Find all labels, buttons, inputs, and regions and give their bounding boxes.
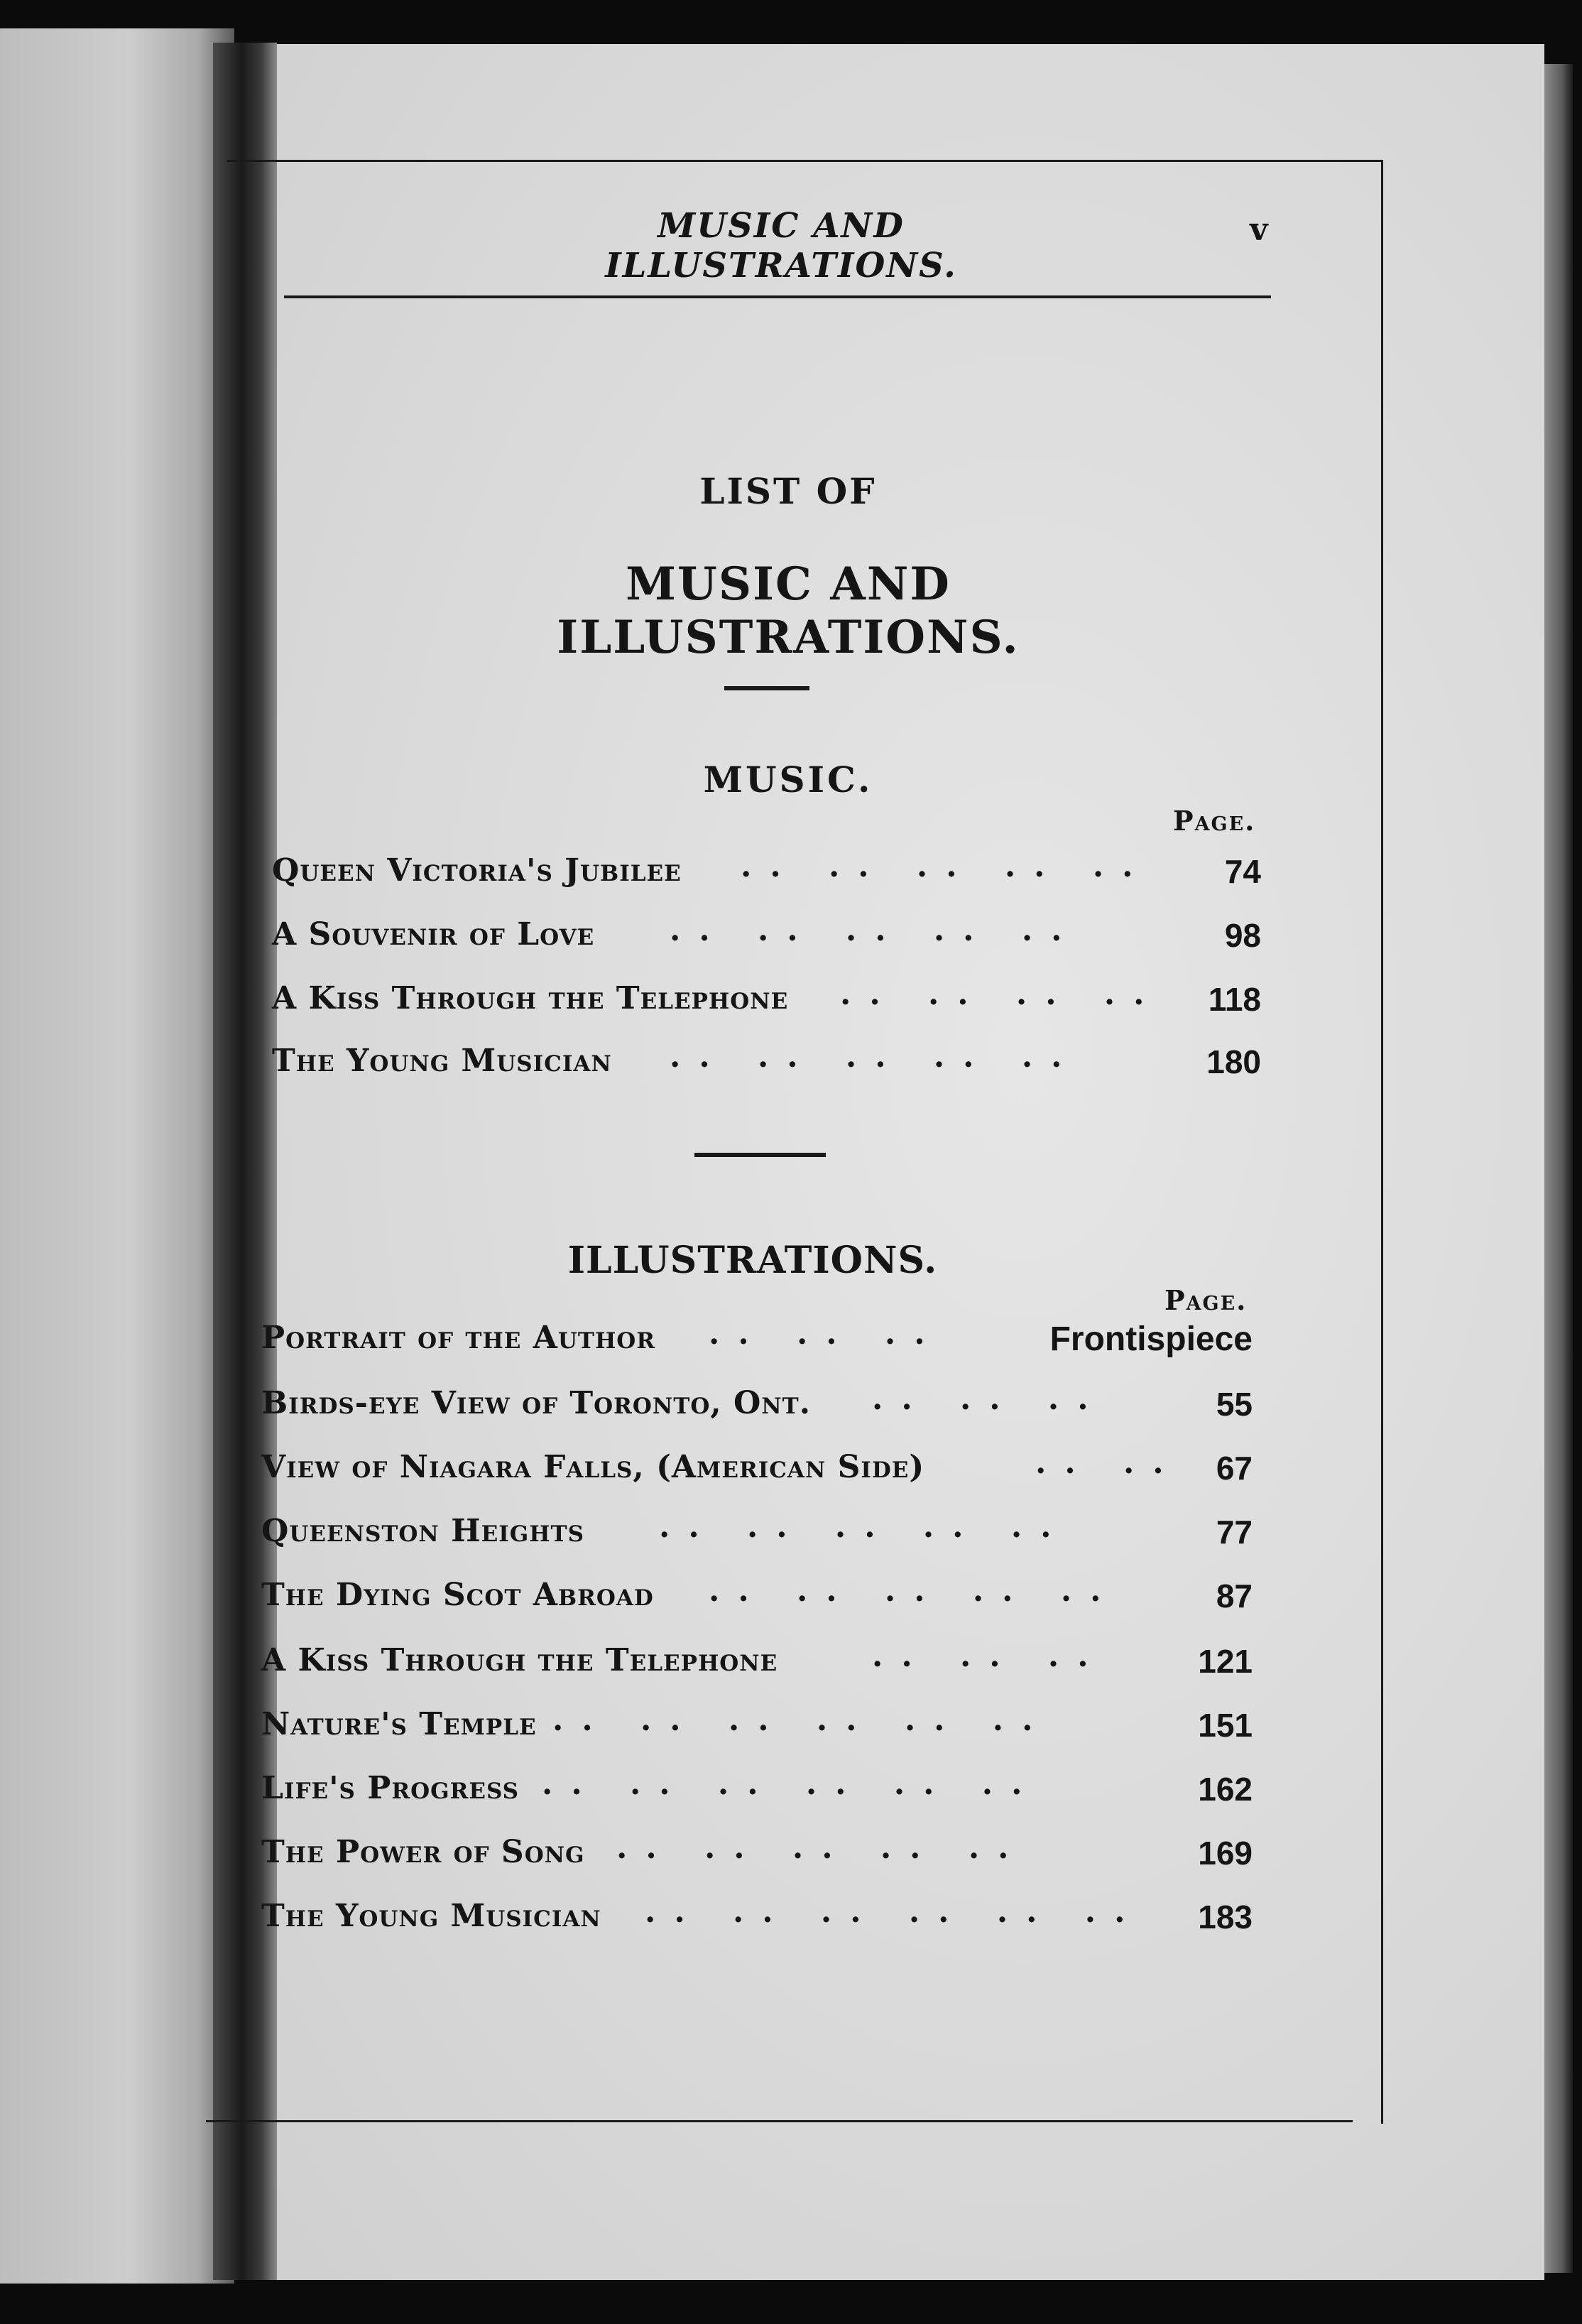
entry-title: The Power of Song bbox=[261, 1834, 585, 1870]
entry-page: 162 bbox=[1198, 1771, 1253, 1808]
section-rule bbox=[694, 1153, 826, 1157]
music-entry bbox=[272, 976, 1261, 1030]
entry-title: View of Niagara Falls, (American Side) bbox=[261, 1449, 925, 1485]
dot-leader: .. .. .. .. .. bbox=[709, 1573, 1120, 1609]
title-line-2: MUSIC AND ILLUSTRATIONS. bbox=[557, 558, 1020, 664]
illustrations-page-label: Page. bbox=[1164, 1284, 1248, 1316]
music-entry bbox=[272, 848, 1261, 902]
entry-page: 151 bbox=[1198, 1707, 1253, 1744]
dot-leader: .. .. .. .. .. .. bbox=[542, 1766, 1041, 1802]
entry-title: The Young Musician bbox=[272, 1043, 612, 1079]
entry-page: 180 bbox=[1206, 1043, 1261, 1080]
illustration-entry bbox=[261, 1381, 1253, 1435]
entry-title: The Young Musician bbox=[261, 1898, 601, 1934]
illustration-entry bbox=[261, 1766, 1253, 1820]
illustration-entry bbox=[261, 1509, 1253, 1563]
music-entry bbox=[272, 912, 1261, 966]
illustration-entry bbox=[261, 1638, 1253, 1692]
frame-line-bottom bbox=[206, 2120, 1353, 2122]
entry-title: A Souvenir of Love bbox=[272, 916, 595, 952]
header-rule bbox=[284, 295, 1271, 298]
entry-title: Life's Progress bbox=[261, 1770, 520, 1806]
illustration-entry bbox=[261, 1702, 1253, 1756]
running-head: MUSIC AND ILLUSTRATIONS. bbox=[605, 206, 957, 286]
entry-title: A Kiss Through the Telephone bbox=[272, 980, 789, 1016]
left-page-edge bbox=[0, 28, 234, 2284]
title-line-1: LIST OF bbox=[699, 470, 877, 512]
entry-title: Birds-eye View of Toronto, Ont. bbox=[261, 1385, 812, 1421]
entry-page: 121 bbox=[1198, 1643, 1253, 1680]
entry-title: Nature's Temple bbox=[261, 1706, 537, 1742]
frame-line-top bbox=[227, 160, 1383, 162]
illustrations-heading: ILLUSTRATIONS. bbox=[567, 1239, 938, 1282]
entry-page: 98 bbox=[1224, 917, 1261, 954]
dot-leader: .. .. .. .. .. bbox=[659, 1509, 1070, 1545]
dot-leader: .. .. .. .. bbox=[840, 976, 1163, 1012]
music-page-label: Page. bbox=[1173, 805, 1256, 837]
entry-page: 118 bbox=[1208, 981, 1261, 1018]
entry-title: A Kiss Through the Telephone bbox=[261, 1642, 778, 1678]
frame-line-right bbox=[1381, 160, 1383, 2124]
dot-leader: .. .. .. .. .. bbox=[670, 1038, 1081, 1075]
music-heading: MUSIC. bbox=[703, 759, 873, 800]
illustration-entry bbox=[261, 1830, 1253, 1884]
entry-page: 87 bbox=[1216, 1578, 1253, 1614]
entry-page: 77 bbox=[1216, 1514, 1253, 1551]
entry-page: 55 bbox=[1216, 1386, 1253, 1423]
illustration-entry bbox=[261, 1573, 1253, 1627]
music-entry bbox=[272, 1038, 1261, 1092]
dot-leader: .. .. .. bbox=[709, 1315, 944, 1352]
entry-page: 183 bbox=[1198, 1899, 1253, 1935]
dot-leader: .. .. .. .. .. .. bbox=[552, 1702, 1052, 1738]
entry-page: 169 bbox=[1198, 1835, 1253, 1872]
entry-page: Frontispiece bbox=[1049, 1320, 1253, 1358]
page-number: v bbox=[1250, 212, 1268, 248]
dot-leader: .. .. .. .. .. .. bbox=[645, 1894, 1144, 1930]
entry-title: The Dying Scot Abroad bbox=[261, 1577, 654, 1613]
dot-leader: .. .. .. .. .. bbox=[741, 848, 1152, 884]
dot-leader: .. .. bbox=[1035, 1445, 1182, 1481]
entry-title: Queen Victoria's Jubilee bbox=[272, 852, 682, 889]
illustration-entry bbox=[261, 1445, 1253, 1499]
dot-leader: .. .. .. .. .. bbox=[670, 912, 1081, 948]
illustration-entry bbox=[261, 1315, 1253, 1369]
page-fore-edge bbox=[1544, 64, 1573, 2273]
entry-title: Portrait of the Author bbox=[261, 1320, 656, 1356]
title-rule bbox=[724, 686, 809, 690]
entry-title: Queenston Heights bbox=[261, 1513, 584, 1549]
entry-page: 67 bbox=[1216, 1450, 1253, 1487]
dot-leader: .. .. .. bbox=[872, 1381, 1107, 1417]
dot-leader: .. .. .. bbox=[872, 1638, 1107, 1674]
illustration-entry bbox=[261, 1894, 1253, 1948]
entry-page: 74 bbox=[1224, 853, 1261, 890]
dot-leader: .. .. .. .. .. bbox=[616, 1830, 1027, 1866]
